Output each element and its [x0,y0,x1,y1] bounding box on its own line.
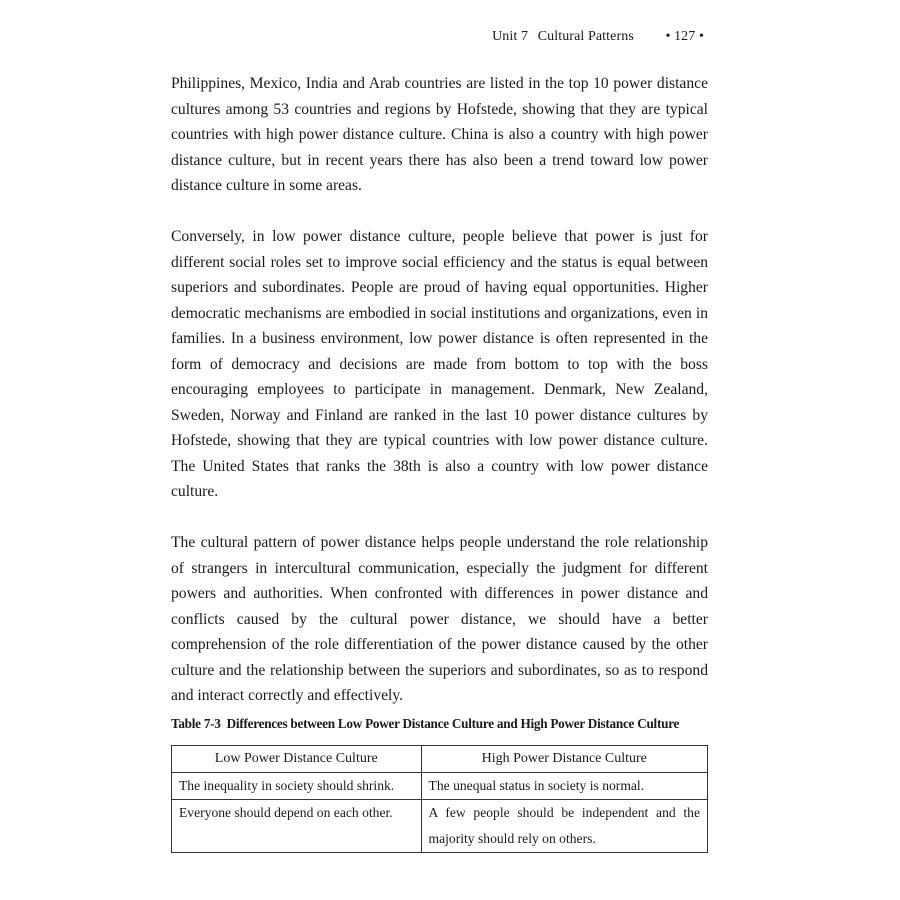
table-caption [171,716,711,732]
paragraph-2: Conversely, in low power distance culture, people believe that power is just for different social roles set to improve social efficiency and the status is equal between superiors and subordinates. People are proud of having equal opportunities. Higher democratic mechanisms are embodied in social institutions and organizations, even in families. In a business environment, low power distance is often represented in the form of democracy and decisions are made from bottom to top with the boss encouraging employees to participate in management. Denmark, New Zealand, Sweden, Norway and Finland are ranked in the last 10 power distance cultures by Hofstede, showing that they are typical countries with low power distance culture. The United States that ranks the 38th is also a country with low power distance culture. [171,228,708,500]
table-row [172,773,708,800]
table-caption-number: Table 7-3 [171,716,221,731]
comparison-table [171,745,708,853]
table-header-row [172,746,708,773]
paragraph-3: The cultural pattern of power distance helps people understand the role relationship of strangers in intercultural communication, especially the judgment for different powers and authorities. When confronted with differences in power distance and conflicts caused by the cultural power distance, we should have a better comprehension of the role differentiation of the power distance caused by the other culture and the relationship between the superiors and subordinates, so as to respond and interact correctly and effectively. [171,534,708,704]
page-number: • 127 • [665,29,704,44]
table-cell: The inequality in society should shrink. [172,773,422,800]
table-cell: The unequal status in society is normal. [421,773,707,800]
header-low-power: Low Power Distance Culture [172,746,422,773]
paragraph-1: Philippines, Mexico, India and Arab countries are listed in the top 10 power distance cultures among 53 countries and regions by Hofstede, showing that they are typical countries with high power distance culture. China is also a country with high power distance culture, but in recent years there has also been a trend toward low power distance culture in some areas. [171,75,708,194]
header-title: Cultural Patterns [537,29,634,44]
table-cell: A few people should be independent and the majority should rely on others. [421,800,707,853]
table-caption-text: Differences between Low Power Distance Culture and High Power Distance Culture [226,716,680,731]
header-unit: Unit 7 [492,29,529,44]
running-header [492,29,704,45]
header-high-power: High Power Distance Culture [421,746,707,773]
table-cell: Everyone should depend on each other. [172,800,422,853]
table-row [172,800,708,853]
body-text [171,71,708,709]
